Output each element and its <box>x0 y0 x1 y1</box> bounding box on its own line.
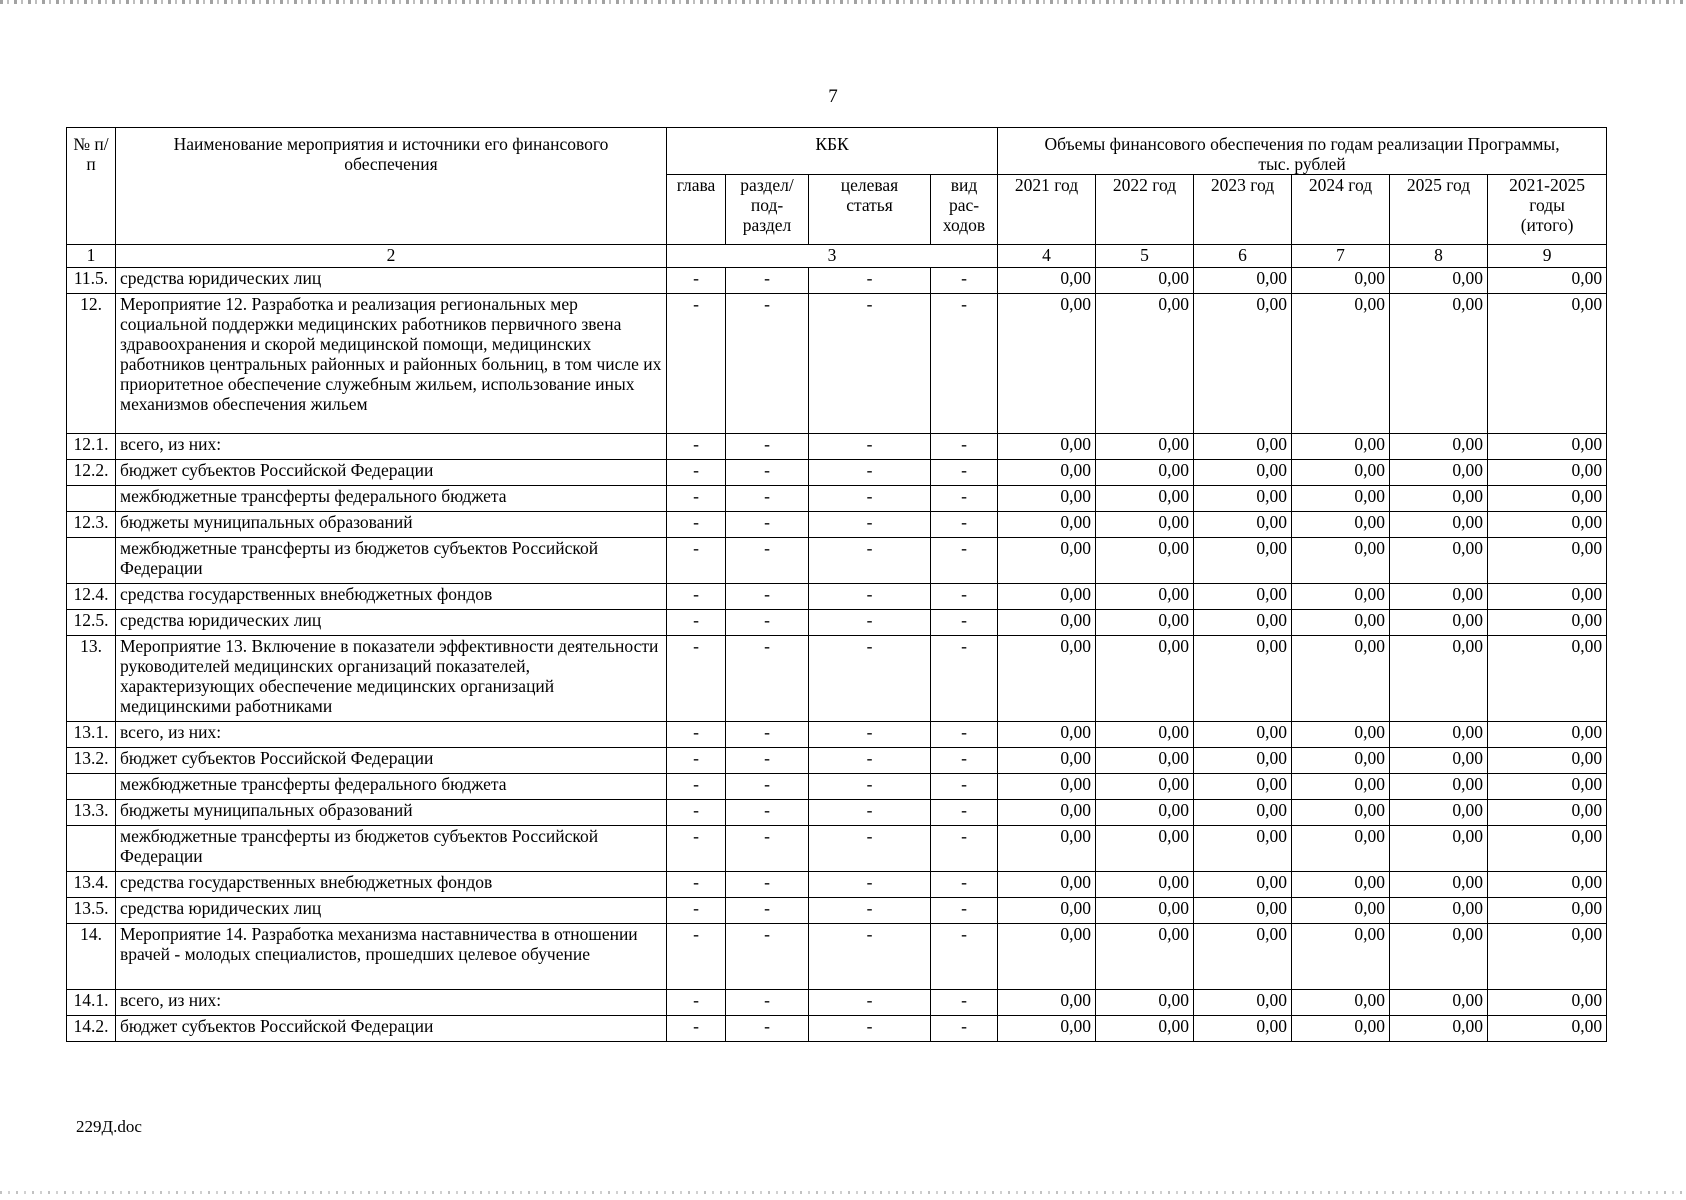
row-kbk-cell: - <box>809 774 931 800</box>
footer-filename: 229Д.doc <box>76 1117 142 1136</box>
row-name: всего, из них: <box>116 434 667 460</box>
row-value-cell: 0,00 <box>1488 1016 1607 1042</box>
row-kbk-cell: - <box>931 748 998 774</box>
row-kbk-cell: - <box>667 434 726 460</box>
row-value-cell: 0,00 <box>998 610 1096 636</box>
row-value-cell: 0,00 <box>1390 748 1488 774</box>
colnum-5: 5 <box>1096 245 1194 268</box>
row-kbk-cell: - <box>667 512 726 538</box>
table-row <box>67 268 1607 294</box>
row-value-cell: 0,00 <box>1096 584 1194 610</box>
row-kbk-cell: - <box>726 460 809 486</box>
row-value-cell: 0,00 <box>1292 610 1390 636</box>
row-value-cell: 0,00 <box>1292 636 1390 722</box>
row-value-cell: 0,00 <box>1096 774 1194 800</box>
row-kbk-cell: - <box>726 584 809 610</box>
row-value-cell: 0,00 <box>998 512 1096 538</box>
row-number <box>67 774 116 800</box>
row-kbk-cell: - <box>667 610 726 636</box>
row-name: средства государственных внебюджетных фондов <box>116 872 667 898</box>
row-value-cell: 0,00 <box>1292 584 1390 610</box>
row-kbk-cell: - <box>931 294 998 434</box>
row-number <box>67 486 116 512</box>
header-volumes: Объемы финансового обеспечения по годам реализации Программы, тыс. рублей <box>998 128 1607 175</box>
row-value-cell: 0,00 <box>1292 460 1390 486</box>
row-kbk-cell: - <box>931 512 998 538</box>
row-kbk-cell: - <box>726 268 809 294</box>
row-value-cell: 0,00 <box>1488 636 1607 722</box>
row-value-cell: 0,00 <box>1488 826 1607 872</box>
row-value-cell: 0,00 <box>1390 826 1488 872</box>
row-name: бюджет субъектов Российской Федерации <box>116 748 667 774</box>
row-kbk-cell: - <box>667 636 726 722</box>
row-value-cell: 0,00 <box>1292 748 1390 774</box>
row-value-cell: 0,00 <box>1194 636 1292 722</box>
row-value-cell: 0,00 <box>998 872 1096 898</box>
row-value-cell: 0,00 <box>1390 512 1488 538</box>
row-value-cell: 0,00 <box>1390 584 1488 610</box>
row-value-cell: 0,00 <box>1488 722 1607 748</box>
row-kbk-cell: - <box>809 800 931 826</box>
row-kbk-cell: - <box>667 268 726 294</box>
row-kbk-cell: - <box>726 990 809 1016</box>
row-name: межбюджетные трансферты федерального бюджета <box>116 486 667 512</box>
row-number: 12.2. <box>67 460 116 486</box>
row-kbk-cell: - <box>726 434 809 460</box>
colnum-9: 9 <box>1488 245 1607 268</box>
table-row <box>67 898 1607 924</box>
row-kbk-cell: - <box>809 460 931 486</box>
table-row <box>67 826 1607 872</box>
row-value-cell: 0,00 <box>998 800 1096 826</box>
row-value-cell: 0,00 <box>1292 800 1390 826</box>
row-value-cell: 0,00 <box>1390 434 1488 460</box>
table-row <box>67 748 1607 774</box>
row-number: 12. <box>67 294 116 434</box>
row-number: 12.5. <box>67 610 116 636</box>
row-value-cell: 0,00 <box>1292 294 1390 434</box>
row-kbk-cell: - <box>809 294 931 434</box>
row-value-cell: 0,00 <box>1292 538 1390 584</box>
header-kbk-statya: целевая статья <box>809 175 931 245</box>
row-value-cell: 0,00 <box>1194 434 1292 460</box>
row-value-cell: 0,00 <box>1194 722 1292 748</box>
row-kbk-cell: - <box>809 826 931 872</box>
row-kbk-cell: - <box>667 800 726 826</box>
row-value-cell: 0,00 <box>1194 924 1292 990</box>
row-kbk-cell: - <box>809 512 931 538</box>
row-value-cell: 0,00 <box>1390 538 1488 584</box>
row-name: Мероприятие 13. Включение в показатели эффективности деятельности руководителей медицинских организаций показателей, характеризующих обеспечение медицинских организаций медицинскими работниками <box>116 636 667 722</box>
row-kbk-cell: - <box>667 538 726 584</box>
row-value-cell: 0,00 <box>1292 722 1390 748</box>
row-kbk-cell: - <box>726 924 809 990</box>
scan-edge-top <box>0 0 1686 4</box>
row-kbk-cell: - <box>809 486 931 512</box>
colnum-3: 3 <box>667 245 998 268</box>
row-kbk-cell: - <box>667 872 726 898</box>
row-kbk-cell: - <box>809 722 931 748</box>
table-row <box>67 538 1607 584</box>
row-value-cell: 0,00 <box>1390 636 1488 722</box>
row-kbk-cell: - <box>726 800 809 826</box>
row-value-cell: 0,00 <box>1488 800 1607 826</box>
row-value-cell: 0,00 <box>1194 800 1292 826</box>
row-number: 11.5. <box>67 268 116 294</box>
table-row <box>67 872 1607 898</box>
row-kbk-cell: - <box>667 990 726 1016</box>
row-value-cell: 0,00 <box>1096 268 1194 294</box>
row-name: средства государственных внебюджетных фондов <box>116 584 667 610</box>
row-kbk-cell: - <box>809 268 931 294</box>
row-name: межбюджетные трансферты федерального бюджета <box>116 774 667 800</box>
row-value-cell: 0,00 <box>998 538 1096 584</box>
table-row <box>67 584 1607 610</box>
row-number <box>67 826 116 872</box>
row-value-cell: 0,00 <box>1096 294 1194 434</box>
row-value-cell: 0,00 <box>998 774 1096 800</box>
row-kbk-cell: - <box>931 610 998 636</box>
row-value-cell: 0,00 <box>1096 800 1194 826</box>
row-value-cell: 0,00 <box>1292 872 1390 898</box>
header-kbk: КБК <box>667 128 998 175</box>
row-value-cell: 0,00 <box>1292 898 1390 924</box>
row-value-cell: 0,00 <box>1292 486 1390 512</box>
row-value-cell: 0,00 <box>1390 898 1488 924</box>
row-value-cell: 0,00 <box>998 1016 1096 1042</box>
row-kbk-cell: - <box>667 826 726 872</box>
header-kbk-glava: глава <box>667 175 726 245</box>
row-kbk-cell: - <box>667 486 726 512</box>
row-kbk-cell: - <box>931 538 998 584</box>
colnum-4: 4 <box>998 245 1096 268</box>
row-value-cell: 0,00 <box>1096 748 1194 774</box>
row-name: всего, из них: <box>116 990 667 1016</box>
row-name: всего, из них: <box>116 722 667 748</box>
row-value-cell: 0,00 <box>1096 460 1194 486</box>
row-kbk-cell: - <box>931 486 998 512</box>
row-name: бюджеты муниципальных образований <box>116 512 667 538</box>
row-value-cell: 0,00 <box>1096 898 1194 924</box>
row-value-cell: 0,00 <box>998 722 1096 748</box>
row-value-cell: 0,00 <box>1488 990 1607 1016</box>
row-value-cell: 0,00 <box>1390 460 1488 486</box>
row-value-cell: 0,00 <box>1488 898 1607 924</box>
row-value-cell: 0,00 <box>1488 748 1607 774</box>
row-value-cell: 0,00 <box>1096 872 1194 898</box>
row-value-cell: 0,00 <box>1488 268 1607 294</box>
header-kbk-razdel: раздел/ под-раздел <box>726 175 809 245</box>
row-number: 13.3. <box>67 800 116 826</box>
row-name: межбюджетные трансферты из бюджетов субъектов Российской Федерации <box>116 538 667 584</box>
table-body <box>67 268 1607 1042</box>
row-kbk-cell: - <box>931 434 998 460</box>
table-row <box>67 924 1607 990</box>
row-value-cell: 0,00 <box>1096 1016 1194 1042</box>
row-value-cell: 0,00 <box>1390 610 1488 636</box>
row-value-cell: 0,00 <box>1488 610 1607 636</box>
row-value-cell: 0,00 <box>1096 610 1194 636</box>
row-value-cell: 0,00 <box>1194 1016 1292 1042</box>
row-name: бюджет субъектов Российской Федерации <box>116 460 667 486</box>
row-value-cell: 0,00 <box>1292 512 1390 538</box>
row-kbk-cell: - <box>726 826 809 872</box>
row-kbk-cell: - <box>726 538 809 584</box>
row-kbk-cell: - <box>809 610 931 636</box>
row-kbk-cell: - <box>809 872 931 898</box>
row-kbk-cell: - <box>726 636 809 722</box>
row-value-cell: 0,00 <box>1390 1016 1488 1042</box>
row-value-cell: 0,00 <box>1292 268 1390 294</box>
row-kbk-cell: - <box>809 990 931 1016</box>
column-numbers-row <box>67 245 1607 268</box>
row-kbk-cell: - <box>667 898 726 924</box>
row-value-cell: 0,00 <box>1292 924 1390 990</box>
table-row <box>67 460 1607 486</box>
row-value-cell: 0,00 <box>1390 872 1488 898</box>
row-value-cell: 0,00 <box>1096 512 1194 538</box>
row-name: межбюджетные трансферты из бюджетов субъектов Российской Федерации <box>116 826 667 872</box>
row-kbk-cell: - <box>931 584 998 610</box>
row-value-cell: 0,00 <box>1194 584 1292 610</box>
row-value-cell: 0,00 <box>1390 722 1488 748</box>
row-value-cell: 0,00 <box>1194 268 1292 294</box>
row-kbk-cell: - <box>931 800 998 826</box>
row-number: 14.1. <box>67 990 116 1016</box>
row-value-cell: 0,00 <box>1194 486 1292 512</box>
row-value-cell: 0,00 <box>998 826 1096 872</box>
row-kbk-cell: - <box>667 1016 726 1042</box>
row-name: средства юридических лиц <box>116 898 667 924</box>
row-kbk-cell: - <box>726 512 809 538</box>
row-value-cell: 0,00 <box>1096 826 1194 872</box>
row-number: 13. <box>67 636 116 722</box>
header-year-2025: 2025 год <box>1390 175 1488 245</box>
row-kbk-cell: - <box>726 610 809 636</box>
row-value-cell: 0,00 <box>998 748 1096 774</box>
row-kbk-cell: - <box>726 774 809 800</box>
header-year-2024: 2024 год <box>1292 175 1390 245</box>
row-kbk-cell: - <box>931 460 998 486</box>
row-kbk-cell: - <box>809 538 931 584</box>
row-value-cell: 0,00 <box>998 636 1096 722</box>
row-value-cell: 0,00 <box>1488 294 1607 434</box>
row-kbk-cell: - <box>931 990 998 1016</box>
row-kbk-cell: - <box>931 872 998 898</box>
budget-table <box>66 127 1607 1042</box>
row-value-cell: 0,00 <box>1292 434 1390 460</box>
row-value-cell: 0,00 <box>998 294 1096 434</box>
row-value-cell: 0,00 <box>1194 538 1292 584</box>
row-value-cell: 0,00 <box>1292 826 1390 872</box>
row-value-cell: 0,00 <box>1390 268 1488 294</box>
row-value-cell: 0,00 <box>1390 990 1488 1016</box>
row-value-cell: 0,00 <box>1488 434 1607 460</box>
row-value-cell: 0,00 <box>1488 512 1607 538</box>
table-row <box>67 722 1607 748</box>
row-value-cell: 0,00 <box>1488 924 1607 990</box>
row-number: 12.3. <box>67 512 116 538</box>
row-value-cell: 0,00 <box>1096 538 1194 584</box>
row-kbk-cell: - <box>667 584 726 610</box>
row-number: 14. <box>67 924 116 990</box>
row-kbk-cell: - <box>809 898 931 924</box>
table-row <box>67 610 1607 636</box>
row-kbk-cell: - <box>667 460 726 486</box>
table-row <box>67 990 1607 1016</box>
row-value-cell: 0,00 <box>998 486 1096 512</box>
table-row <box>67 774 1607 800</box>
row-kbk-cell: - <box>667 722 726 748</box>
row-kbk-cell: - <box>931 268 998 294</box>
row-name: средства юридических лиц <box>116 268 667 294</box>
row-value-cell: 0,00 <box>1292 1016 1390 1042</box>
row-name: бюджет субъектов Российской Федерации <box>116 1016 667 1042</box>
row-kbk-cell: - <box>931 636 998 722</box>
row-value-cell: 0,00 <box>1194 990 1292 1016</box>
row-value-cell: 0,00 <box>1390 800 1488 826</box>
row-value-cell: 0,00 <box>1390 924 1488 990</box>
row-kbk-cell: - <box>809 924 931 990</box>
row-name: Мероприятие 14. Разработка механизма наставничества в отношении врачей - молодых специалистов, прошедших целевое обучение <box>116 924 667 990</box>
row-kbk-cell: - <box>809 1016 931 1042</box>
row-value-cell: 0,00 <box>1194 898 1292 924</box>
row-value-cell: 0,00 <box>1194 512 1292 538</box>
header-kbk-vid: вид рас-ходов <box>931 175 998 245</box>
row-value-cell: 0,00 <box>998 460 1096 486</box>
row-kbk-cell: - <box>931 826 998 872</box>
row-value-cell: 0,00 <box>1194 748 1292 774</box>
row-kbk-cell: - <box>931 774 998 800</box>
row-value-cell: 0,00 <box>1096 636 1194 722</box>
row-number <box>67 538 116 584</box>
row-kbk-cell: - <box>809 584 931 610</box>
header-name: Наименование мероприятия и источники его финансового обеспечения <box>116 128 667 245</box>
row-name: бюджеты муниципальных образований <box>116 800 667 826</box>
header-year-2021: 2021 год <box>998 175 1096 245</box>
row-value-cell: 0,00 <box>1096 990 1194 1016</box>
table-row <box>67 294 1607 434</box>
page-number: 7 <box>828 86 838 107</box>
row-value-cell: 0,00 <box>998 990 1096 1016</box>
header-year-total: 2021-2025 годы (итого) <box>1488 175 1607 245</box>
row-kbk-cell: - <box>809 636 931 722</box>
row-kbk-cell: - <box>931 924 998 990</box>
row-kbk-cell: - <box>726 294 809 434</box>
row-kbk-cell: - <box>667 748 726 774</box>
row-value-cell: 0,00 <box>1194 774 1292 800</box>
row-value-cell: 0,00 <box>1194 294 1292 434</box>
header-year-2023: 2023 год <box>1194 175 1292 245</box>
row-value-cell: 0,00 <box>1390 294 1488 434</box>
row-value-cell: 0,00 <box>1194 826 1292 872</box>
colnum-6: 6 <box>1194 245 1292 268</box>
table-row <box>67 1016 1607 1042</box>
row-value-cell: 0,00 <box>998 584 1096 610</box>
row-value-cell: 0,00 <box>1292 774 1390 800</box>
row-number: 13.4. <box>67 872 116 898</box>
row-value-cell: 0,00 <box>1488 538 1607 584</box>
row-value-cell: 0,00 <box>1096 722 1194 748</box>
row-value-cell: 0,00 <box>1390 774 1488 800</box>
row-number: 13.2. <box>67 748 116 774</box>
row-value-cell: 0,00 <box>998 268 1096 294</box>
row-number: 14.2. <box>67 1016 116 1042</box>
colnum-2: 2 <box>116 245 667 268</box>
row-kbk-cell: - <box>726 748 809 774</box>
row-number: 13.1. <box>67 722 116 748</box>
colnum-1: 1 <box>67 245 116 268</box>
row-kbk-cell: - <box>667 294 726 434</box>
table-row <box>67 434 1607 460</box>
row-value-cell: 0,00 <box>1096 434 1194 460</box>
row-kbk-cell: - <box>809 748 931 774</box>
row-kbk-cell: - <box>726 898 809 924</box>
row-value-cell: 0,00 <box>1096 924 1194 990</box>
table-row <box>67 486 1607 512</box>
row-kbk-cell: - <box>726 722 809 748</box>
row-kbk-cell: - <box>931 898 998 924</box>
row-number: 12.4. <box>67 584 116 610</box>
row-number: 13.5. <box>67 898 116 924</box>
row-value-cell: 0,00 <box>998 924 1096 990</box>
colnum-7: 7 <box>1292 245 1390 268</box>
row-value-cell: 0,00 <box>1488 872 1607 898</box>
row-value-cell: 0,00 <box>1390 486 1488 512</box>
row-value-cell: 0,00 <box>1488 774 1607 800</box>
row-value-cell: 0,00 <box>1488 486 1607 512</box>
table-row <box>67 800 1607 826</box>
row-name: средства юридических лиц <box>116 610 667 636</box>
table-row <box>67 512 1607 538</box>
row-value-cell: 0,00 <box>1194 460 1292 486</box>
row-kbk-cell: - <box>931 1016 998 1042</box>
scan-edge-bottom <box>0 1191 1686 1194</box>
row-value-cell: 0,00 <box>998 898 1096 924</box>
row-value-cell: 0,00 <box>1194 872 1292 898</box>
row-kbk-cell: - <box>726 872 809 898</box>
row-kbk-cell: - <box>809 434 931 460</box>
colnum-8: 8 <box>1390 245 1488 268</box>
row-kbk-cell: - <box>667 774 726 800</box>
header-year-2022: 2022 год <box>1096 175 1194 245</box>
row-number: 12.1. <box>67 434 116 460</box>
row-kbk-cell: - <box>667 924 726 990</box>
row-kbk-cell: - <box>726 1016 809 1042</box>
row-value-cell: 0,00 <box>1488 460 1607 486</box>
header-num: № п/п <box>67 128 116 245</box>
row-value-cell: 0,00 <box>1488 584 1607 610</box>
table-row <box>67 636 1607 722</box>
row-kbk-cell: - <box>931 722 998 748</box>
table-header <box>67 128 1607 268</box>
row-value-cell: 0,00 <box>1194 610 1292 636</box>
row-value-cell: 0,00 <box>998 434 1096 460</box>
row-kbk-cell: - <box>726 486 809 512</box>
row-value-cell: 0,00 <box>1096 486 1194 512</box>
row-value-cell: 0,00 <box>1292 990 1390 1016</box>
row-name: Мероприятие 12. Разработка и реализация региональных мер социальной поддержки медицинских работников первичного звена здравоохранения и скорой медицинской помощи, медицинских работников центральных районных и районных больниц, в том числе их приоритетное обеспечение служебным жильем, использование иных механизмов обеспечения жильем <box>116 294 667 434</box>
